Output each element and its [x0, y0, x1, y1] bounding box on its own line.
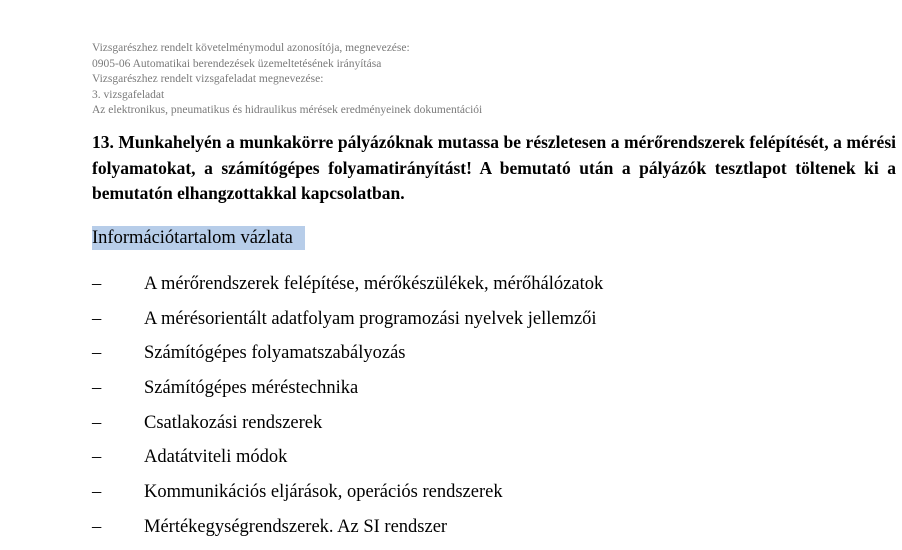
document-header	[92, 41, 872, 119]
dash-bullet: –	[92, 482, 102, 503]
dash-bullet: –	[92, 516, 102, 537]
exam-question: 13. Munkahelyén a munkakörre pályázóknak mutassa be részletesen a mérőrendszerek felépítését, a mérési folyamatokat, a számítógépes folyamatirányítást! A bemutató után a pályázók tesztlapot töltenek ki a bemutatón elhangzottakkal kapcsolatban.	[92, 132, 896, 203]
list-item-text: Adatátviteli módok	[144, 447, 288, 468]
header-module-name: 0905-06 Automatikai berendezések üzemeltetésének irányítása	[92, 57, 382, 70]
dash-bullet: –	[92, 412, 102, 433]
dash-bullet: –	[92, 274, 102, 294]
header-task-name: Az elektronikus, pneumatikus és hidraulikus mérések eredményeinek dokumentációi	[92, 104, 483, 116]
list-item-text: Számítógépes méréstechnika	[144, 378, 359, 399]
dash-bullet: –	[92, 378, 102, 399]
section-heading-highlighted[interactable]: Információtartalom vázlata	[92, 226, 305, 250]
dash-bullet: –	[92, 343, 102, 364]
header-task-number: 3. vizsgafeladat	[92, 88, 165, 101]
list-item-text: Mértékegységrendszerek. Az SI rendszer	[144, 516, 448, 537]
list-item-text: A mérésorientált adatfolyam programozási nyelvek jellemzői	[144, 308, 597, 329]
list-item-text: Kommunikációs eljárások, operációs rendszerek	[144, 482, 503, 503]
header-module-label: Vizsgarészhez rendelt követelménymodul azonosítója, megnevezése:	[92, 42, 410, 54]
list-item-text: A mérőrendszerek felépítése, mérőkészülékek, mérőhálózatok	[144, 274, 604, 294]
header-task-label: Vizsgarészhez rendelt vizsgafeladat megnevezése:	[92, 73, 324, 85]
dash-bullet: –	[92, 447, 102, 468]
list-item-text: Csatlakozási rendszerek	[144, 412, 323, 433]
list-item-text: Számítógépes folyamatszabályozás	[144, 343, 406, 364]
dash-bullet: –	[92, 308, 102, 329]
